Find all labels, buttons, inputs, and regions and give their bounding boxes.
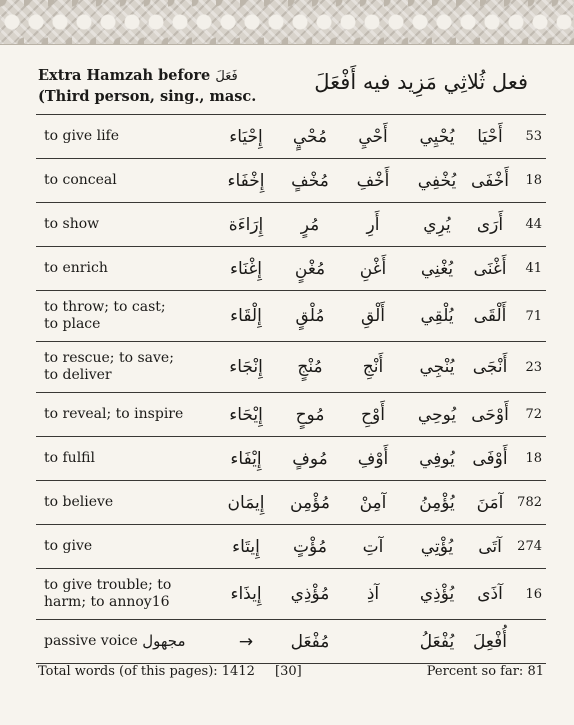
participle-cell: مُوفٍ: [292, 448, 328, 469]
count-cell: 18: [525, 173, 542, 188]
meaning-line: to give trouble; to: [44, 577, 172, 593]
imperative-cell: أَغْنِ: [359, 258, 387, 279]
table-row: [36, 290, 546, 341]
past-cell: أُفْعِلَ: [473, 631, 507, 652]
table-row: [36, 480, 546, 524]
count-cell: 16: [525, 586, 542, 602]
masdar-cell: إِغْنَاء: [230, 258, 262, 279]
present-cell: يُؤْتِي: [420, 536, 454, 557]
present-cell: يُحْيِي: [419, 126, 455, 147]
header-title-line1: Extra Hamzah before: [38, 67, 211, 84]
table-row: [36, 114, 546, 158]
count-cell: 18: [525, 451, 542, 466]
header-arabic-title: فعل ثُلاثِي مَزِيد فيه أَفْعَلَ: [314, 70, 528, 94]
participle-cell: مُرٍ: [300, 214, 320, 235]
table-row: [36, 524, 546, 568]
imperative-cell: آمِنْ: [359, 492, 387, 513]
masdar-cell: إِيمَان: [227, 492, 265, 513]
present-cell: يُوحِي: [417, 404, 457, 425]
participle-cell: مُحْيٍ: [292, 126, 328, 147]
count-cell: 41: [525, 261, 542, 276]
meaning-cell: to show: [44, 216, 100, 232]
past-cell: أَحْيَا: [477, 126, 503, 147]
participle-cell: مُؤْمِن: [290, 492, 330, 513]
present-cell: يُوفِي: [419, 448, 455, 469]
past-cell: أَرَى: [476, 214, 504, 235]
count-cell: 274: [517, 539, 542, 554]
verb-table: [36, 114, 546, 664]
page-footer: [38, 664, 544, 686]
participle-cell: مُخْفٍ: [291, 170, 329, 191]
meaning-cell: to conceal: [44, 172, 117, 188]
past-cell: أَوْحَى: [471, 404, 509, 425]
meaning-cell: [44, 291, 209, 341]
count-cell: 782: [517, 495, 542, 510]
imperative-cell: آذِ: [366, 584, 380, 604]
meaning-line: to place: [44, 316, 101, 332]
masdar-cell: إِلْقَاء: [230, 306, 262, 326]
header-title-line2: (Third person, sing., masc.: [38, 88, 257, 105]
table-row: [36, 568, 546, 619]
masdar-cell: إِيذَاء: [230, 584, 262, 604]
table-row: [36, 246, 546, 290]
count-cell: 23: [525, 359, 542, 375]
meaning-line: to throw; to cast;: [44, 299, 166, 315]
arrow-icon: →: [238, 631, 254, 652]
header-english: [38, 66, 268, 107]
imperative-cell: أَلْقِ: [360, 306, 386, 326]
header-inline-arabic: فَعَلَ: [215, 69, 238, 84]
masdar-cell: إِيْحَاء: [229, 404, 263, 425]
count-cell: 71: [525, 308, 542, 324]
present-cell: يُؤْمِنُ: [419, 492, 455, 513]
count-cell: 53: [525, 129, 542, 144]
masdar-cell: إِيتَاء: [232, 536, 260, 557]
count-cell: 72: [525, 407, 542, 422]
past-cell: آذَى: [477, 584, 503, 604]
imperative-cell: آتِ: [362, 536, 384, 557]
masdar-cell: إِرَاءَة: [228, 214, 264, 235]
imperative-cell: أَخْفِ: [356, 170, 390, 191]
table-row: [36, 392, 546, 436]
present-cell: يُلْقِي: [420, 306, 454, 326]
imperative-cell: أَرِ: [366, 214, 380, 235]
table-header: [38, 64, 538, 116]
present-cell: يُنْجِي: [419, 357, 455, 377]
present-cell: يُخْفِي: [417, 170, 457, 191]
meaning-cell: [44, 342, 209, 392]
present-cell: يُؤْذِي: [419, 584, 455, 604]
passive-label-arabic: مجهول: [142, 632, 186, 650]
percent-so-far: Percent so far: 81: [426, 664, 544, 679]
passive-label-cell: [44, 620, 209, 663]
decorative-banner: [0, 0, 574, 45]
participle-cell: مُوحٍ: [295, 404, 325, 425]
present-cell: يُرِي: [423, 214, 451, 235]
meaning-cell: to believe: [44, 494, 114, 510]
past-cell: آتَى: [478, 536, 502, 557]
masdar-cell: إِنْجَاء: [229, 357, 263, 377]
masdar-cell: إِحْيَاء: [229, 126, 263, 147]
total-words: Total words (of this pages): 1412: [38, 664, 255, 679]
passive-row: [36, 619, 546, 664]
page-number: [30]: [275, 664, 302, 679]
past-cell: أَوْفَى: [472, 448, 508, 469]
present-cell: يُفْعَلُ: [419, 631, 455, 652]
meaning-line: to rescue; to save;: [44, 350, 174, 366]
table-row: [36, 436, 546, 480]
imperative-cell: أَوْحِ: [361, 404, 385, 425]
meaning-line: harm; to annoy16: [44, 594, 170, 610]
count-cell: 44: [525, 217, 542, 232]
present-cell: يُغْنِي: [420, 258, 454, 279]
passive-label: passive voice: [44, 633, 138, 649]
imperative-cell: أَحْيِ: [358, 126, 388, 147]
past-cell: أَغْنَى: [473, 258, 507, 279]
participle-cell: مُلْقٍ: [295, 306, 325, 326]
masdar-cell: إِيْفَاء: [230, 448, 262, 469]
meaning-cell: to enrich: [44, 260, 108, 276]
past-cell: أَلْقَى: [473, 306, 507, 326]
meaning-cell: to give life: [44, 128, 120, 144]
participle-cell: مُؤْتٍ: [293, 536, 327, 557]
participle-cell: مُنْجٍ: [297, 357, 323, 377]
masdar-cell: إِخْفَاء: [227, 170, 265, 191]
meaning-cell: to fulfil: [44, 450, 95, 466]
table-row: [36, 158, 546, 202]
imperative-cell: أَوْفِ: [357, 448, 389, 469]
past-cell: أَنْجَى: [472, 357, 508, 377]
meaning-line: to deliver: [44, 367, 112, 383]
meaning-cell: to give: [44, 538, 93, 554]
participle-cell: مُغْنٍ: [294, 258, 326, 279]
meaning-cell: to reveal; to inspire: [44, 406, 184, 422]
past-cell: آمَنَ: [476, 492, 504, 513]
table-row: [36, 341, 546, 392]
participle-cell: مُفْعَل: [290, 631, 330, 652]
table-row: [36, 202, 546, 246]
participle-cell: مُؤْذِي: [290, 584, 330, 604]
meaning-cell: [44, 569, 209, 619]
imperative-cell: أَنْجِ: [362, 357, 384, 377]
past-cell: أَخْفَى: [471, 170, 510, 191]
